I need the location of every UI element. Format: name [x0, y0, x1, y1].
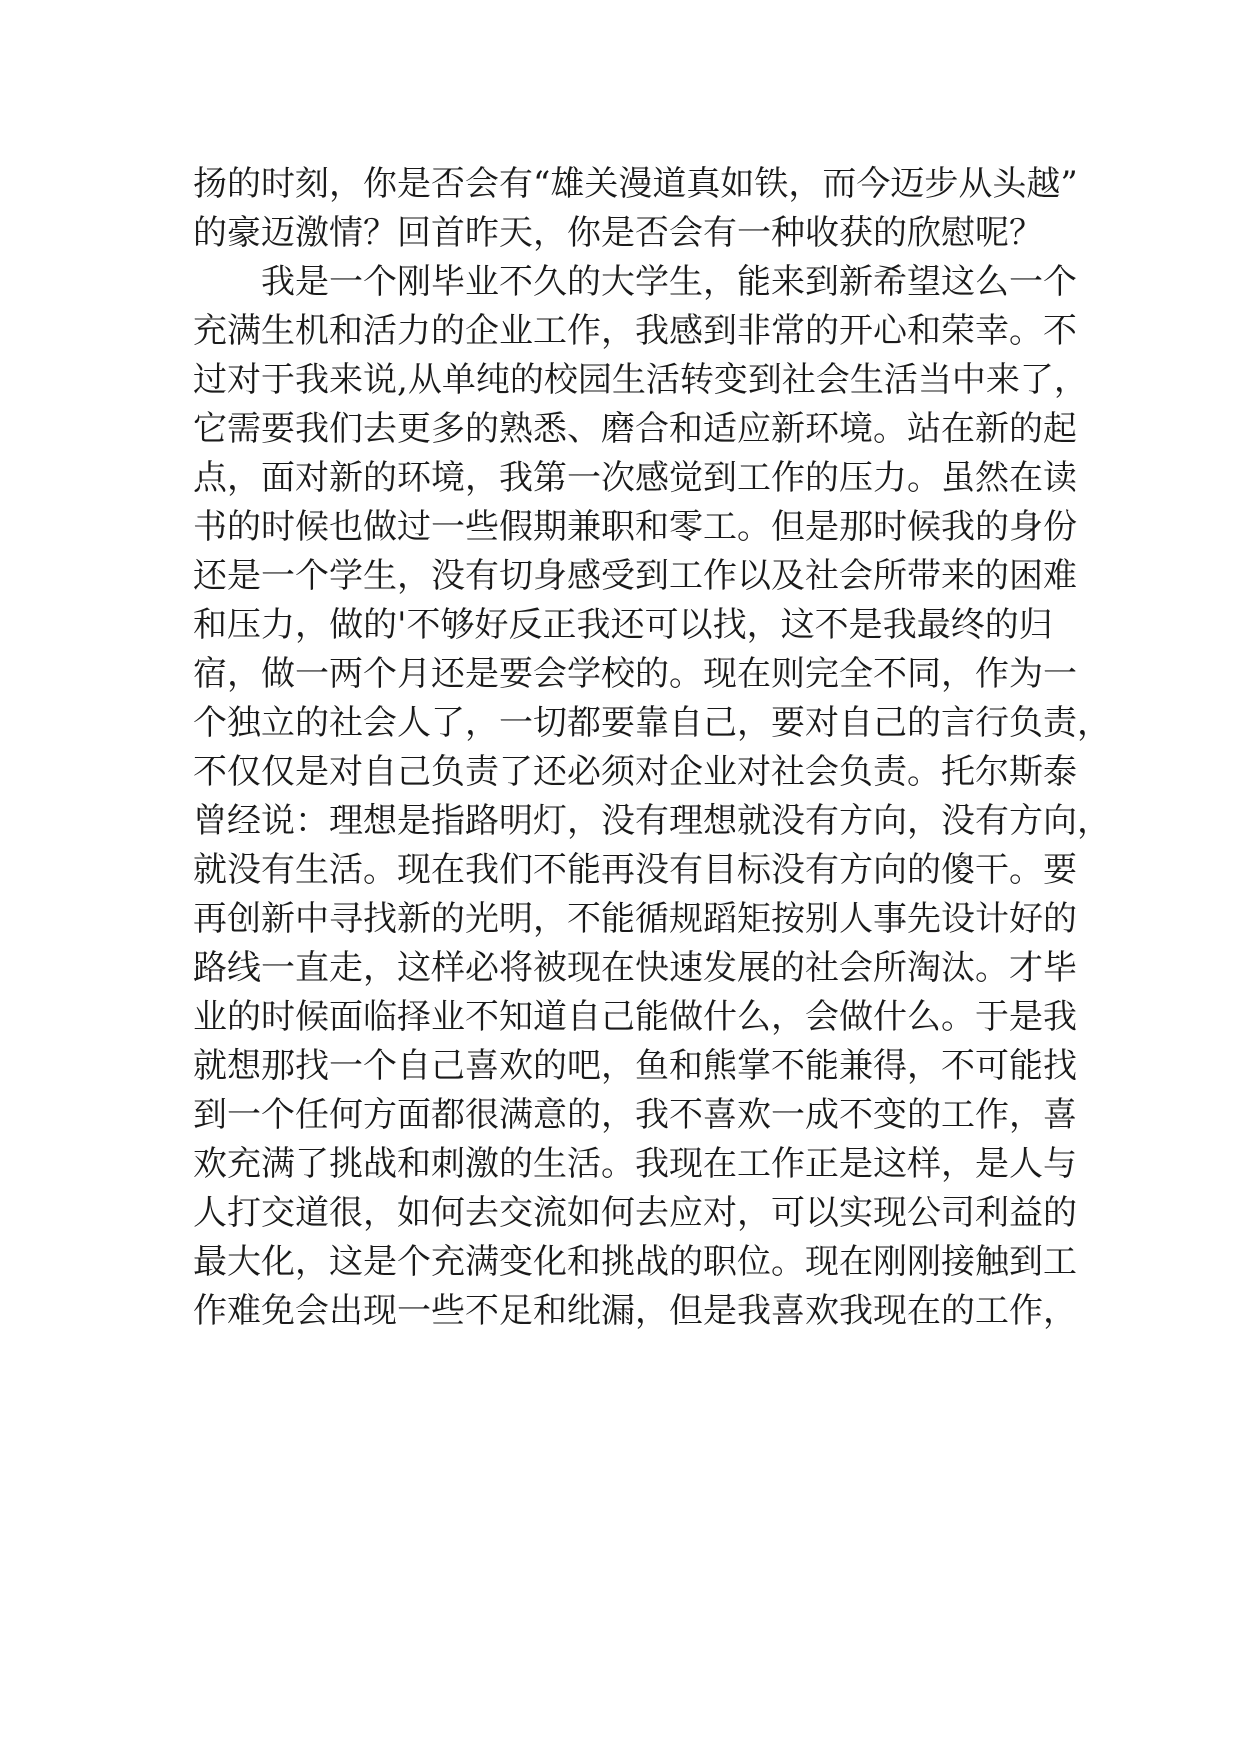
- text-line: 就 没 有 生 活 。 现 在 我 们 不 能 再 没 有 目 标 没 有 方 向 的 傻 干 。 要: [193, 850, 1077, 890]
- text-line: 点 ， 面 对 新 的 环 境 ， 我 第 一 次 感 觉 到 工 作 的 压 力 。 虽 然 在 读: [193, 458, 1077, 498]
- paragraph: [193, 258, 1111, 1336]
- text-line: 过 对 于 我 来 说 , 从 单 纯 的 校 园 生 活 转 变 到 社 会 生 活 当 中 来 了 ，: [193, 360, 1088, 400]
- text-line: 充 满 生 机 和 活 力 的 企 业 工 作 ， 我 感 到 非 常 的 开 心 和 荣 幸 。 不: [193, 311, 1077, 351]
- text-line: 的豪迈激情？回首昨天，你是否会有一种收获的欣慰呢？: [193, 213, 1043, 253]
- text-line: 作 难 免 会 出 现 一 些 不 足 和 纰 漏 ， 但 是 我 喜 欢 我 现 在 的 工 作 ，: [193, 1291, 1077, 1331]
- text-line: 就 想 那 找 一 个 自 己 喜 欢 的 吧 ， 鱼 和 熊 掌 不 能 兼 得 ， 不 可 能 找: [193, 1046, 1077, 1086]
- text-line: 宿 ， 做 一 两 个 月 还 是 要 会 学 校 的 。 现 在 则 完 全 不 同 ， 作 为 一: [193, 654, 1077, 694]
- document-body: [193, 160, 1111, 1336]
- text-line: 书 的 时 候 也 做 过 一 些 假 期 兼 职 和 零 工 。 但 是 那 时 候 我 的 身 份: [193, 507, 1077, 547]
- text-line: 曾 经 说 ： 理 想 是 指 路 明 灯 ， 没 有 理 想 就 没 有 方 向 ， 没 有 方 向 ，: [193, 801, 1111, 841]
- paragraph: [193, 160, 1078, 258]
- text-line: 它 需 要 我 们 去 更 多 的 熟 悉 、 磨 合 和 适 应 新 环 境 。 站 在 新 的 起: [193, 409, 1077, 449]
- text-line: 再 创 新 中 寻 找 新 的 光 明 ， 不 能 循 规 蹈 矩 按 别 人 事 先 设 计 好 的: [193, 899, 1077, 939]
- text-line: 不 仅 仅 是 对 自 己 负 责 了 还 必 须 对 企 业 对 社 会 负 责 。 托 尔 斯 泰: [193, 752, 1077, 792]
- text-line: 我 是 一 个 刚 毕 业 不 久 的 大 学 生 ， 能 来 到 新 希 望 这 么 一 个: [261, 262, 1077, 302]
- text-line: 路 线 一 直 走 ， 这 样 必 将 被 现 在 快 速 发 展 的 社 会 所 淘 汰 。 才 毕: [193, 948, 1077, 988]
- text-line: 业 的 时 候 面 临 择 业 不 知 道 自 己 能 做 什 么 ， 会 做 什 么 。 于 是 我: [193, 997, 1077, 1037]
- text-line: 个 独 立 的 社 会 人 了 ， 一 切 都 要 靠 自 己 ， 要 对 自 己 的 言 行 负 责 ，: [193, 703, 1111, 743]
- text-line: 欢 充 满 了 挑 战 和 刺 激 的 生 活 。 我 现 在 工 作 正 是 这 样 ， 是 人 与: [193, 1144, 1077, 1184]
- text-line: 扬 的 时 刻 ， 你 是 否 会 有 “ 雄 关 漫 道 真 如 铁 ， 而 今 迈 步 从 头 越 ”: [193, 164, 1078, 204]
- text-line: 人 打 交 道 很 ， 如 何 去 交 流 如 何 去 应 对 ， 可 以 实 现 公 司 利 益 的: [193, 1193, 1077, 1233]
- text-line: 还 是 一 个 学 生 ， 没 有 切 身 感 受 到 工 作 以 及 社 会 所 带 来 的 困 难: [193, 556, 1077, 596]
- text-line: 和 压 力 ， 做 的 ' 不 够 好 反 正 我 还 可 以 找 ， 这 不 是 我 最 终 的 归: [193, 605, 1053, 645]
- text-line: 到 一 个 任 何 方 面 都 很 满 意 的 ， 我 不 喜 欢 一 成 不 变 的 工 作 ， 喜: [193, 1095, 1077, 1135]
- text-line: 最 大 化 ， 这 是 个 充 满 变 化 和 挑 战 的 职 位 。 现 在 刚 刚 接 触 到 工: [193, 1242, 1077, 1282]
